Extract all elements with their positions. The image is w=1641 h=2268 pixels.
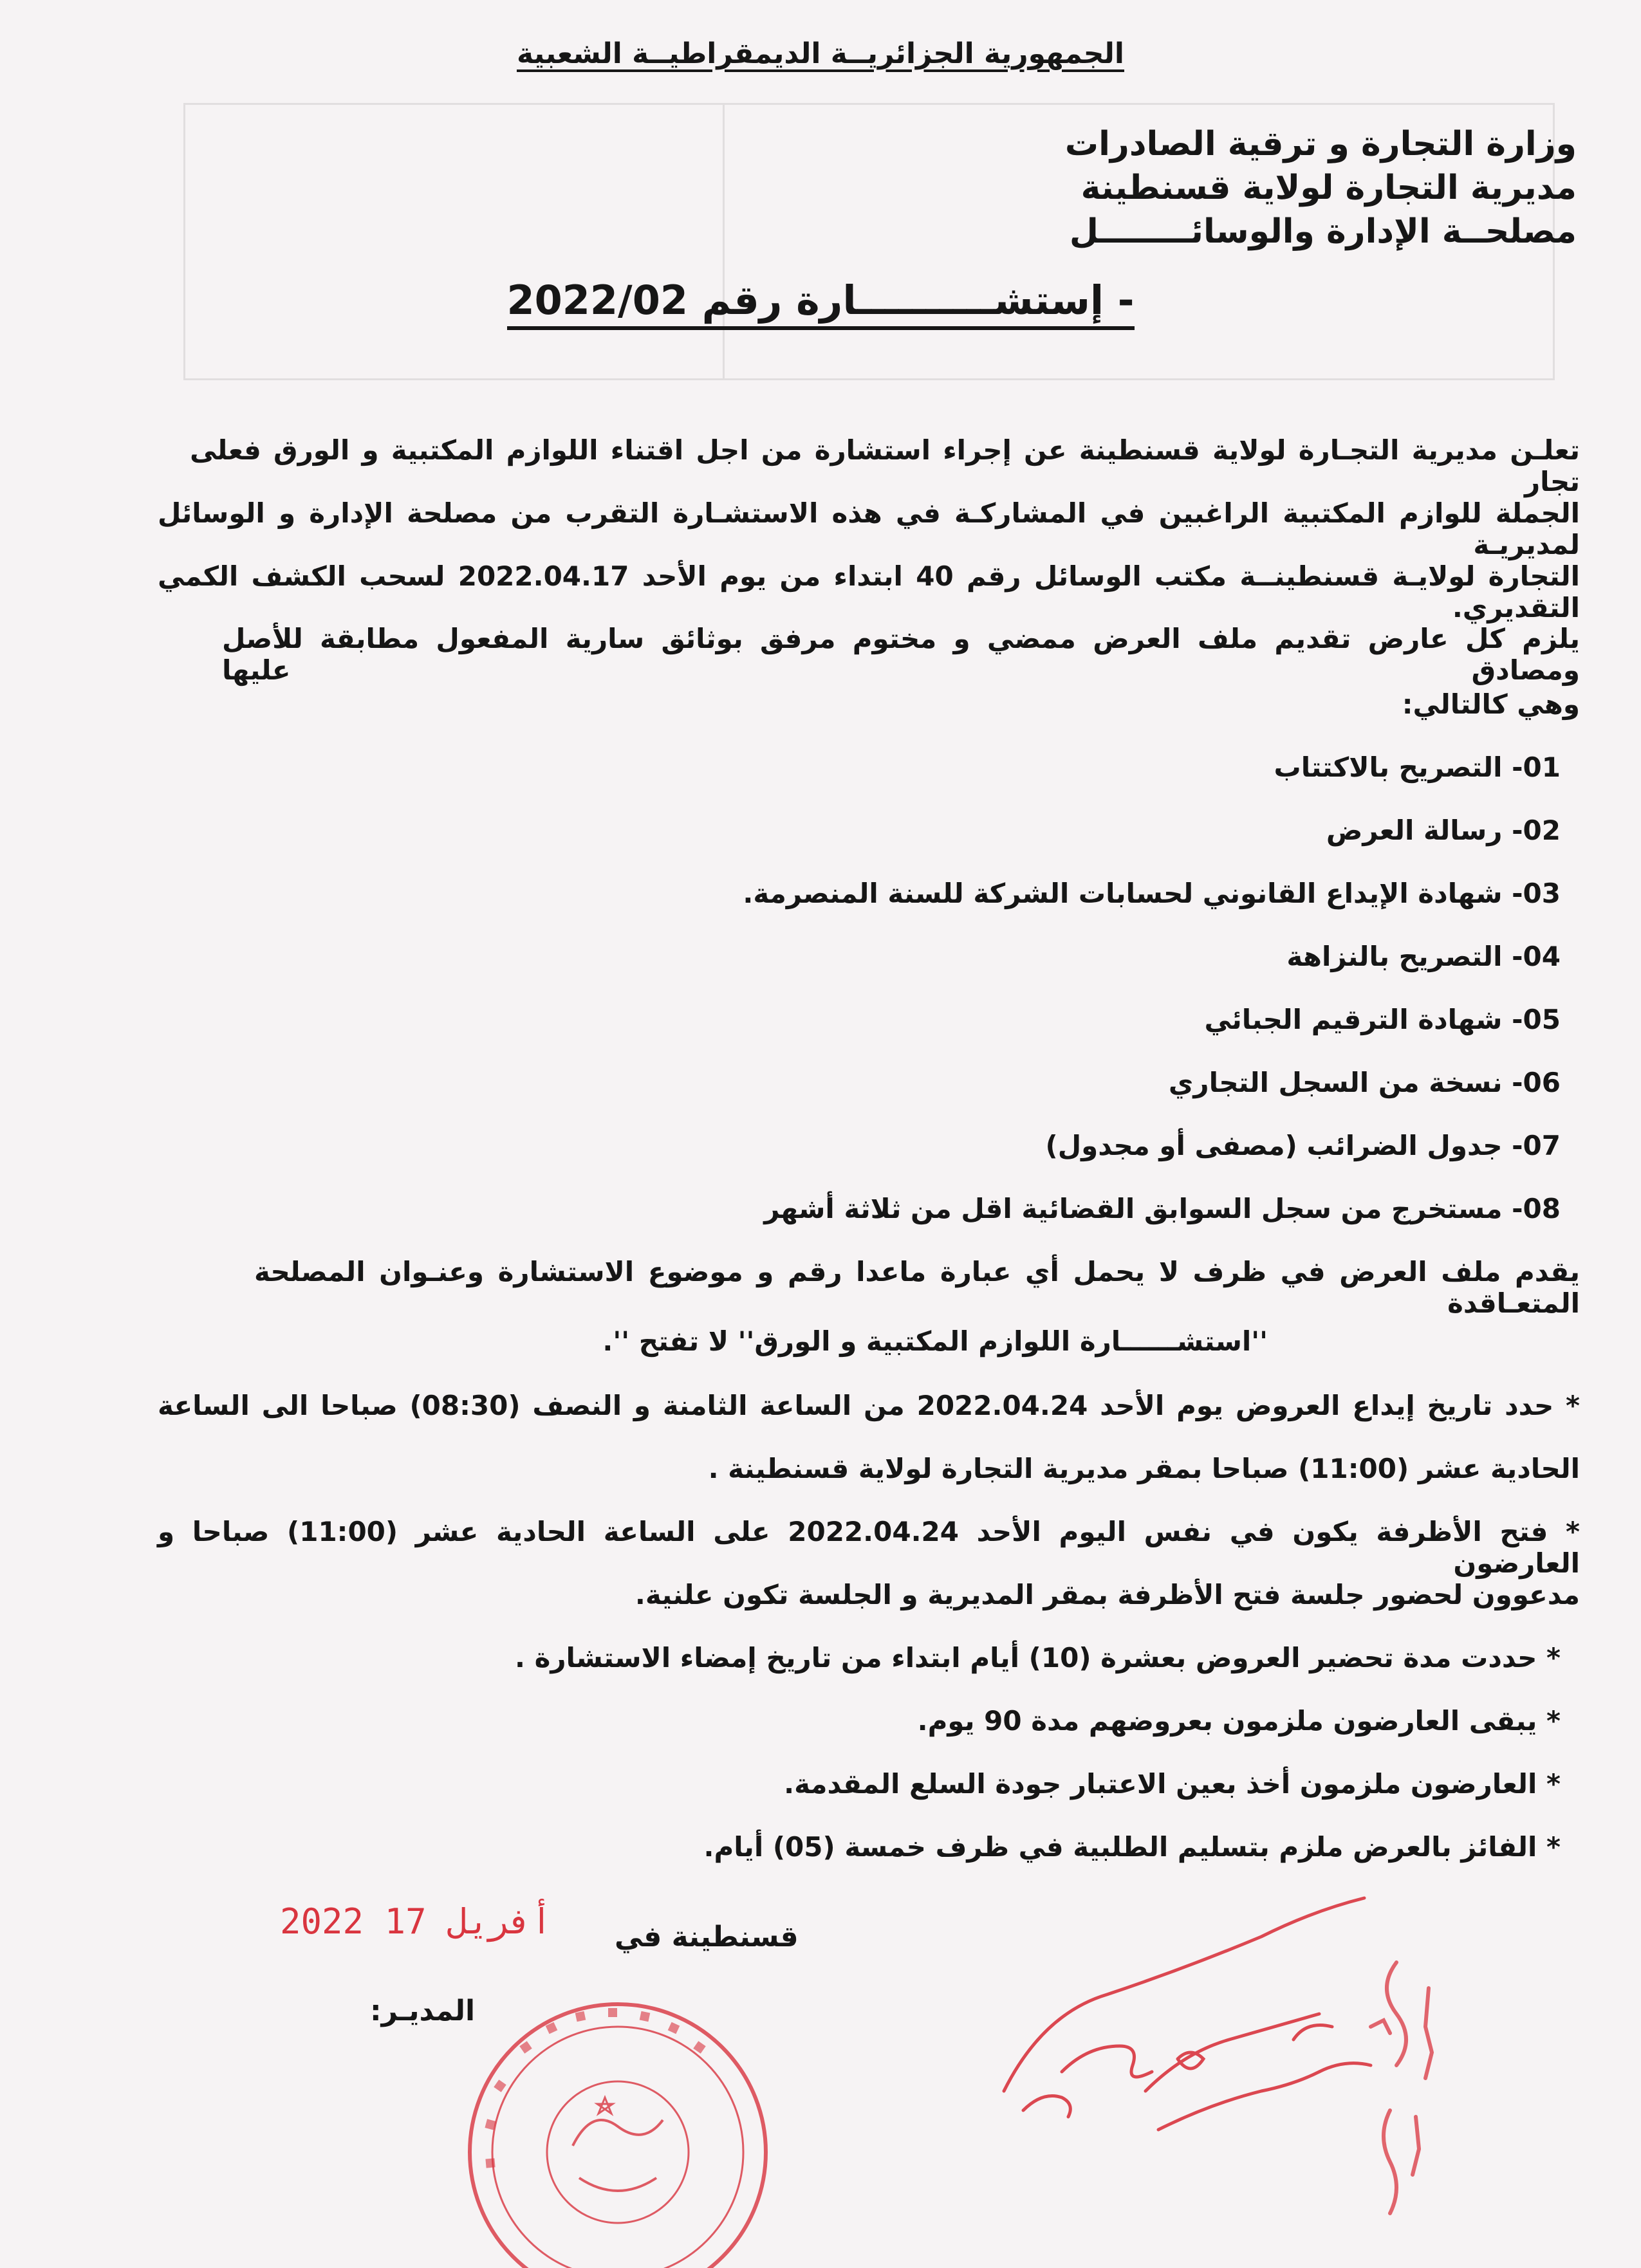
condition-line: * الفائز بالعرض ملزم بتسليم الطلبية في ظرف خمسة (05) أيام. <box>703 1831 1561 1863</box>
document-item: 01- التصريح بالاكتتاب <box>1274 751 1561 783</box>
paragraph-line: التجارة لولايـة قسنطينــة مكتب الوسائل رقم 40 ابتداء من يوم الأحد 2022.04.17 لسحب الكشف الكمي التقديري. <box>158 560 1581 623</box>
issuer-block <box>1065 122 1577 254</box>
condition-line: * فتح الأظرفة يكون في نفس اليوم الأحد 2022.04.24 على الساعة الحادية عشر (11:00) صباحا و العارضون <box>158 1516 1581 1579</box>
service-name: مصلحــة الإدارة والوسائــــــــل <box>1069 212 1577 251</box>
document-item: 03- شهادة الإيداع القانوني لحسابات الشركة للسنة المنصرمة. <box>743 878 1561 909</box>
condition-line: مدعوون لحضور جلسة فتح الأظرفة بمقر المديرية و الجلسة تكون علنية. <box>635 1579 1580 1610</box>
condition-line: * حدد تاريخ إيداع العروض يوم الأحد 2022.04.24 من الساعة الثامنة و النصف (08:30) صباحا الى الساعة <box>158 1390 1580 1421</box>
republic-heading: الجمهورية الجزائريــة الديمقراطيــة الشعبية <box>516 37 1125 70</box>
place-label: قسنطينة في <box>615 1921 799 1953</box>
paragraph-line: الجملة للوازم المكتبية الراغبين في المشاركـة في هذه الاستشـارة التقرب من مصلحة الإدارة و الوسائل لمديريـة <box>158 497 1580 560</box>
signature-mark <box>1326 1950 1467 2226</box>
paragraph-line: وهي كالتالي: <box>1402 688 1580 720</box>
paragraph-line: يلزم كل عارض تقديم ملف العرض ممضي و مختوم مرفق بوثائق سارية المفعول مطابقة للأصل ومصادق عليها <box>222 623 1580 686</box>
directorate-name: مديرية التجارة لولاية قسنطينة <box>1080 169 1577 207</box>
document-item: 05- شهادة الترقيم الجبائي <box>1204 1004 1561 1035</box>
consultation-title: - إستشــــــــــارة رقم 2022/02 <box>0 277 1641 324</box>
document-item: 06- نسخة من السجل التجاري <box>1168 1067 1561 1098</box>
document-item: 07- جدول الضرائب (مصفى أو مجدول) <box>1045 1130 1561 1161</box>
paragraph-line: تعلـن مديرية التجـارة لولاية قسنطينة عن إجراء استشارة من اجل اقتناء اللوازم المكتبية و الورق فعلى تجار <box>190 434 1580 497</box>
official-seal <box>450 1985 785 2268</box>
document-item: 02- رسالة العرض <box>1326 815 1561 846</box>
condition-line: * حددت مدة تحضير العروض بعشرة (10) أيام ابتداء من تاريخ إمضاء الاستشارة . <box>515 1642 1561 1673</box>
document-item: 08- مستخرج من سجل السوابق القضائية اقل من ثلاثة أشهر <box>764 1193 1561 1224</box>
condition-line: * العارضون ملزمون أخذ بعين الاعتبار جودة السلع المقدمة. <box>784 1768 1561 1800</box>
document-item: 04- التصريح بالنزاهة <box>1286 941 1561 972</box>
director-label: المديـر: <box>370 1995 476 2027</box>
envelope-label: ''استشــــــارة اللوازم المكتبية و الورق'' لا تفتح ''. <box>602 1325 1268 1357</box>
envelope-instruction: يقدم ملف العرض في ظرف لا يحمل أي عبارة ماعدا رقم و موضوع الاستشارة وعنـوان المصلحة المتعـاقدة <box>254 1256 1580 1319</box>
condition-line: * يبقى العارضون ملزمون بعروضهم مدة 90 يوم. <box>917 1705 1561 1737</box>
ministry-name: وزارة التجارة و ترقية الصادرات <box>1064 125 1577 163</box>
date-stamp: 2022 أفريل 17 <box>280 1901 552 1942</box>
condition-line: الحادية عشر (11:00) صباحا بمقر مديرية التجارة لولاية قسنطينة . <box>708 1453 1580 1484</box>
